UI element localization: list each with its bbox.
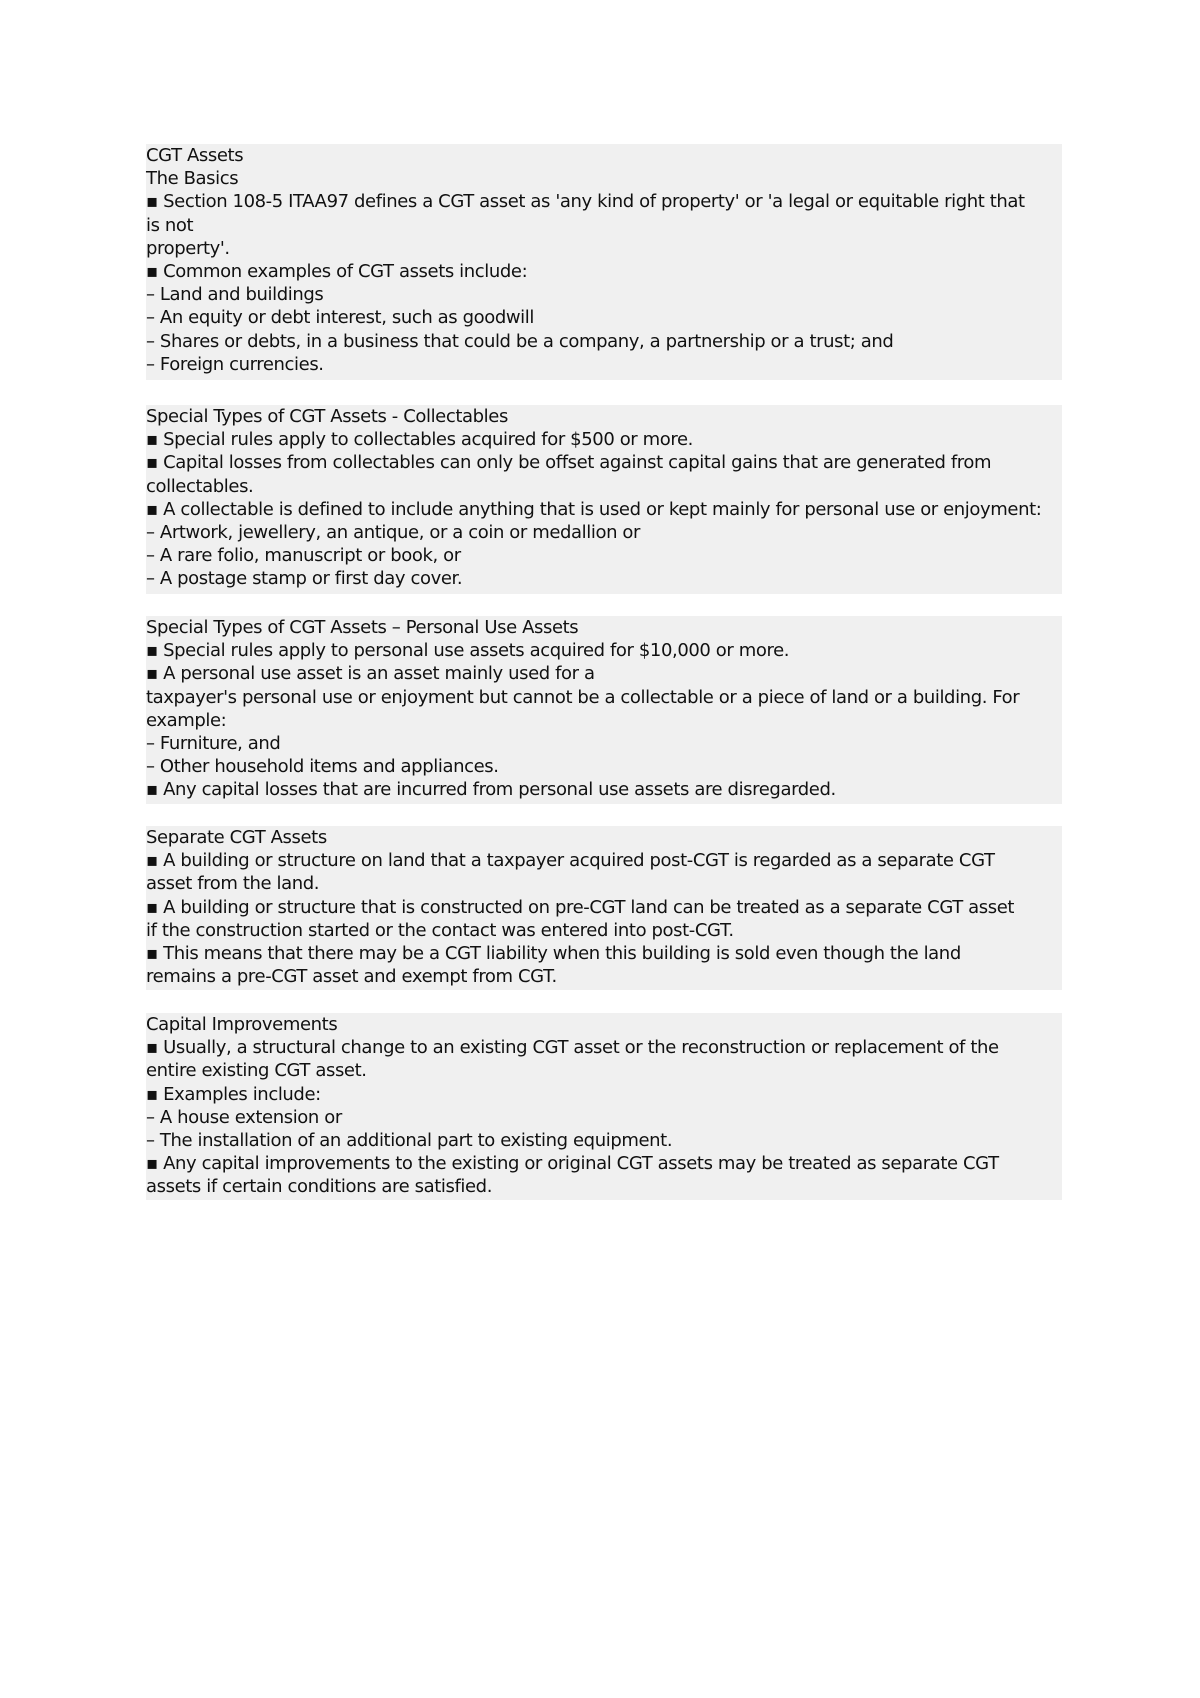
text-line: ▪ A building or structure that is constructed on pre-CGT land can be treated as a separate CGT asset [146, 896, 1015, 918]
text-line: ▪ Examples include: [146, 1083, 321, 1105]
text-line: – An equity or debt interest, such as goodwill [146, 307, 534, 329]
text-line: – Shares or debts, in a business that could be a company, a partnership or a trust; and [146, 330, 894, 352]
text-line: ▪ A building or structure on land that a taxpayer acquired post-CGT is regarded as a separate CGT [146, 850, 995, 872]
text-line: if the construction started or the contact was entered into post-CGT. [146, 919, 734, 941]
text-line: ▪ Usually, a structural change to an existing CGT asset or the reconstruction or replacement of the [146, 1037, 999, 1059]
section-title: Special Types of CGT Assets – Personal Use Assets [146, 617, 579, 638]
text-line: – A postage stamp or first day cover. [146, 568, 463, 590]
text-line: asset from the land. [146, 873, 320, 895]
section-title: Separate CGT Assets [146, 827, 327, 848]
text-line: ▪ Special rules apply to personal use assets acquired for $10,000 or more. [146, 640, 790, 662]
text-line: ▪ Common examples of CGT assets include: [146, 261, 528, 283]
section-title: Special Types of CGT Assets - Collectables [146, 406, 508, 427]
section-cgt-assets-basics [146, 144, 1062, 380]
text-line: – Other household items and appliances. [146, 756, 499, 778]
text-line: ▪ A collectable is defined to include anything that is used or kept mainly for personal use or enjoyment: [146, 498, 1042, 520]
section-capital-improvements [146, 1013, 1062, 1200]
text-line: property'. [146, 237, 230, 259]
text-line: ▪ Any capital losses that are incurred from personal use assets are disregarded. [146, 779, 836, 801]
section-title: Capital Improvements [146, 1014, 338, 1035]
section-separate-cgt-assets [146, 826, 1062, 990]
text-line: – A house extension or [146, 1106, 342, 1128]
text-line: ▪ This means that there may be a CGT liability when this building is sold even though the land [146, 943, 961, 965]
text-line: example: [146, 709, 227, 731]
section-title: CGT Assets [146, 145, 244, 166]
text-line: remains a pre-CGT asset and exempt from CGT. [146, 966, 557, 988]
text-line: – Furniture, and [146, 733, 281, 755]
text-line: is not [146, 214, 194, 236]
text-line: – Artwork, jewellery, an antique, or a coin or medallion or [146, 522, 641, 544]
text-line: – Foreign currencies. [146, 353, 324, 375]
text-line: ▪ A personal use asset is an asset mainly used for a [146, 663, 595, 685]
text-line: taxpayer's personal use or enjoyment but cannot be a collectable or a piece of land or a building. For [146, 686, 1020, 708]
text-line: collectables. [146, 475, 254, 497]
section-personal-use-assets [146, 616, 1062, 804]
text-line: – A rare folio, manuscript or book, or [146, 545, 461, 567]
text-line: – The installation of an additional part to existing equipment. [146, 1130, 673, 1152]
text-line: entire existing CGT asset. [146, 1060, 367, 1082]
text-line: assets if certain conditions are satisfied. [146, 1176, 493, 1198]
text-line: ▪ Any capital improvements to the existing or original CGT assets may be treated as separate CGT [146, 1153, 999, 1175]
text-line: ▪ Section 108-5 ITAA97 defines a CGT asset as 'any kind of property' or 'a legal or equitable right that [146, 191, 1025, 213]
section-collectables [146, 405, 1062, 594]
text-line: ▪ Special rules apply to collectables acquired for $500 or more. [146, 429, 693, 451]
text-line: ▪ Capital losses from collectables can only be offset against capital gains that are generated from [146, 452, 992, 474]
section-subtitle: The Basics [146, 168, 239, 190]
text-line: – Land and buildings [146, 284, 324, 306]
